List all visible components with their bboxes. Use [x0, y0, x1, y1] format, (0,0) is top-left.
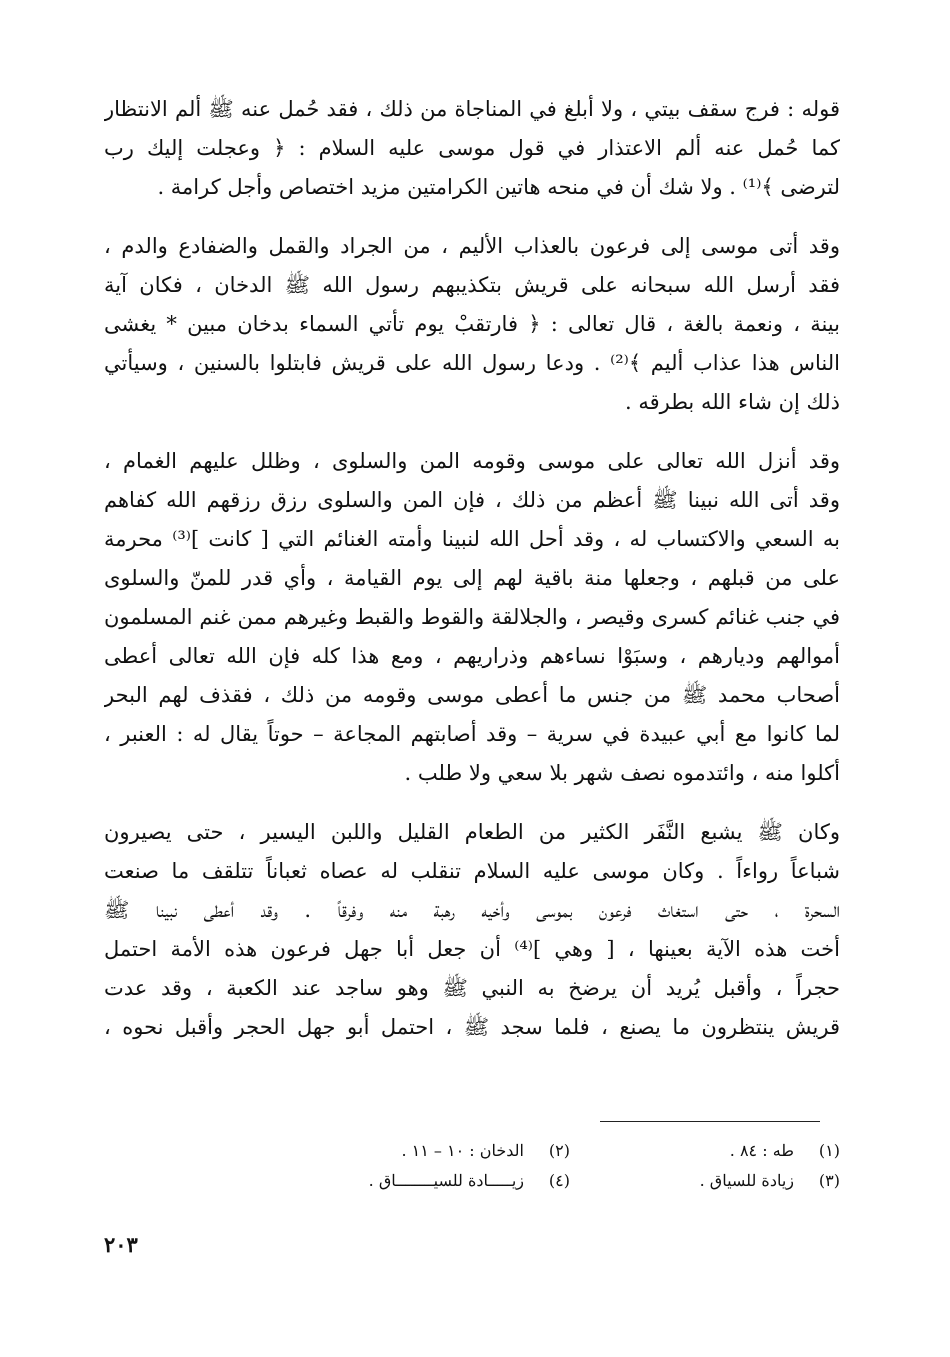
main-text [104, 90, 840, 1047]
text-line: وكان ﷺ يشبع النَّفَر الكثير من الطعام القليل واللبن اليسير ، حتى يصيرون [104, 820, 840, 844]
text-line: كما حُمل عنه ألم الاعتذار في قول موسى عليه السلام : ﴿ وعجلت إليك رب [104, 136, 840, 160]
text-line: أصحاب محمد ﷺ من جنس ما أعطى موسى وقومه من ذلك ، فقذف لهم البحر [104, 683, 840, 707]
footnote-row [300, 1136, 840, 1166]
text-line: وقد أنزل الله تعالى على موسى وقومه المن والسلوى ، وظلل عليهم الغمام ، [104, 449, 840, 473]
text-line: أخت هذه الآية بعينها ، [ وهي ]⁽⁴⁾ أن جعل أبا جهل فرعون هذه الأمة احتمل [104, 937, 840, 961]
footnote-text: زيـــــادة للسيــــــــاق . [368, 1171, 524, 1190]
footnote-text: الدخان : ١٠ – ١١ . [401, 1141, 524, 1160]
text-line: لترضى ﴾⁽¹⁾ . ولا شك أن في منحه هاتين الكرامتين مزيد اختصاص وأجل كرامة . [157, 175, 840, 199]
footnote-number: (٣) [818, 1171, 840, 1190]
footnote-separator [600, 1121, 820, 1122]
text-line: ذلك إن شاء الله بطرقه . [624, 390, 840, 414]
footnote [300, 1166, 570, 1196]
text-line: بينة ، ونعمة بالغة ، قال تعالى : ﴿ فارتقبْ يوم تأتي السماء بدخان مبين * يغشى [104, 312, 840, 336]
footnote [570, 1136, 840, 1166]
footnotes [300, 1136, 840, 1196]
text-line: الناس هذا عذاب أليم ﴾⁽²⁾ . ودعا رسول الله على قريش فابتلوا بالسنين ، وسيأتي [104, 351, 840, 375]
footnote [570, 1166, 840, 1196]
footnote-text: طه : ٨٤ . [729, 1141, 794, 1160]
text-line: وقد أتى موسى إلى فرعون بالعذاب الأليم ، من الجراد والقمل والضفادع والدم ، [104, 234, 840, 258]
text-line: قريش ينتظرون ما يصنع ، فلما سجد ﷺ ، احتمل أبو جهل الحجر وأقبل نحوه ، [104, 1015, 840, 1039]
text-line: شباعاً رواءاً . وكان موسى عليه السلام تنقلب له عصاه ثعباناً تتلقف ما صنعت [104, 859, 840, 883]
text-line: به السعي والاكتساب له ، وقد أحل الله لنبينا وأمته الغنائم التي [ كانت ]⁽³⁾ محرمة [104, 527, 840, 551]
paragraph-1 [104, 90, 840, 207]
text-line: على من قبلهم ، وجعلها منة باقية لهم إلى يوم القيامة ، وأي قدر للمنّ والسلوى [104, 566, 840, 590]
text-line: أكلوا منه ، وائتدموه نصف شهر بلا سعي ولا طلب . [404, 761, 840, 785]
text-line: لما كانوا مع أبي عبيدة في سرية – وقد أصابتهم المجاعة – حوتاً يقال له : العنبر ، [104, 722, 840, 746]
footnote-text: زيادة للسياق . [699, 1171, 794, 1190]
page-number: ٢٠٣ [104, 1232, 138, 1257]
footnote-number: (١) [818, 1141, 840, 1160]
text-line: فقد أرسل الله سبحانه على قريش بتكذيبهم رسول الله ﷺ الدخان ، فكان آية [104, 273, 840, 297]
paragraph-4 [104, 813, 840, 1047]
paragraph-3 [104, 442, 840, 793]
text-line: وقد أتى الله نبينا ﷺ أعظم من ذلك ، فإن المن والسلوى رزق رزقهم الله كفاهم [104, 488, 840, 512]
footnote-row [300, 1166, 840, 1196]
text-line: السحرة ، حتى استغاث فرعون بموسى وأخيه رهبة منه وفرقاً . وقد أعطى نبينا ﷺ [104, 898, 840, 922]
text-line: في جنب غنائم كسرى وقيصر ، والجلالقة والقوط والقبط وغيرهم ممن غنم المسلمون [104, 605, 840, 629]
footnote-number: (٢) [548, 1141, 570, 1160]
text-line: أموالهم وديارهم ، وسبَوْا نساءهم وذراريهم ، ومع هذا كله فإن الله تعالى أعطى [104, 644, 840, 668]
paragraph-2 [104, 227, 840, 422]
footnote-number: (٤) [548, 1171, 570, 1190]
footnote [300, 1136, 570, 1166]
text-line: قوله : فرج سقف بيتي ، ولا أبلغ في المناجاة من ذلك ، فقد حُمل عنه ﷺ ألم الانتظار [104, 97, 840, 121]
text-line: حجراً ، وأقبل يُريد أن يرضخ به النبي ﷺ وهو ساجد عند الكعبة ، وقد عدت [104, 976, 840, 1000]
